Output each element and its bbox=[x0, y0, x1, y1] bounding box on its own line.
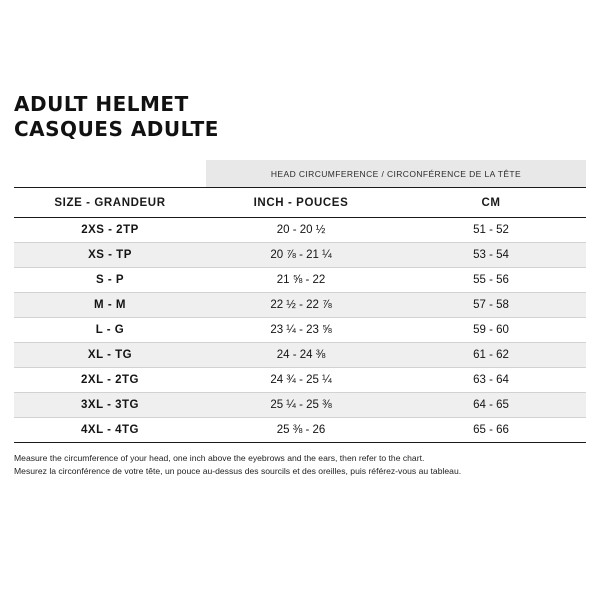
cell-cm: 63 - 64 bbox=[396, 368, 586, 393]
cell-cm: 55 - 56 bbox=[396, 268, 586, 293]
cell-inch: 20 ⅞ - 21 ¼ bbox=[206, 243, 396, 268]
table-span-header-row bbox=[14, 160, 586, 188]
table-body bbox=[14, 218, 586, 443]
cell-size: M - M bbox=[14, 293, 206, 318]
cell-cm: 61 - 62 bbox=[396, 343, 586, 368]
table-row bbox=[14, 368, 586, 393]
table-row bbox=[14, 243, 586, 268]
table-row bbox=[14, 293, 586, 318]
column-header-inch: INCH - POUCES bbox=[206, 188, 396, 218]
title-line-fr: CASQUES ADULTE bbox=[14, 117, 219, 141]
cell-inch: 25 ⅜ - 26 bbox=[206, 418, 396, 443]
cell-inch: 24 - 24 ⅜ bbox=[206, 343, 396, 368]
cell-cm: 64 - 65 bbox=[396, 393, 586, 418]
table-row bbox=[14, 393, 586, 418]
cell-cm: 59 - 60 bbox=[396, 318, 586, 343]
cell-size: S - P bbox=[14, 268, 206, 293]
note-en: Measure the circumference of your head, one inch above the eyebrows and the ears, then refer to the chart. bbox=[14, 453, 425, 463]
cell-inch: 24 ¾ - 25 ¼ bbox=[206, 368, 396, 393]
cell-inch: 21 ⅝ - 22 bbox=[206, 268, 396, 293]
cell-size: 4XL - 4TG bbox=[14, 418, 206, 443]
cell-inch: 25 ¼ - 25 ⅜ bbox=[206, 393, 396, 418]
column-header-size: SIZE - GRANDEUR bbox=[14, 188, 206, 218]
cell-size: XL - TG bbox=[14, 343, 206, 368]
cell-size: 3XL - 3TG bbox=[14, 393, 206, 418]
cell-cm: 57 - 58 bbox=[396, 293, 586, 318]
cell-size: 2XS - 2TP bbox=[14, 218, 206, 243]
page-title bbox=[14, 92, 586, 142]
cell-cm: 53 - 54 bbox=[396, 243, 586, 268]
cell-size: L - G bbox=[14, 318, 206, 343]
cell-size: 2XL - 2TG bbox=[14, 368, 206, 393]
title-line-en: ADULT HELMET bbox=[14, 92, 189, 116]
table-row bbox=[14, 343, 586, 368]
span-header-spacer bbox=[14, 160, 206, 188]
table-row bbox=[14, 418, 586, 443]
size-chart-table bbox=[14, 160, 586, 443]
table-column-header-row bbox=[14, 188, 586, 218]
head-circumference-header: HEAD CIRCUMFERENCE / CIRCONFÉRENCE DE LA TÊTE bbox=[206, 160, 586, 188]
table-row bbox=[14, 218, 586, 243]
measurement-notes bbox=[14, 452, 586, 479]
cell-inch: 23 ¼ - 23 ⅝ bbox=[206, 318, 396, 343]
cell-inch: 20 - 20 ½ bbox=[206, 218, 396, 243]
table-row bbox=[14, 268, 586, 293]
cell-cm: 51 - 52 bbox=[396, 218, 586, 243]
cell-inch: 22 ½ - 22 ⅞ bbox=[206, 293, 396, 318]
cell-size: XS - TP bbox=[14, 243, 206, 268]
cell-cm: 65 - 66 bbox=[396, 418, 586, 443]
column-header-cm: CM bbox=[396, 188, 586, 218]
note-fr: Mesurez la circonférence de votre tête, un pouce au-dessus des sourcils et des oreilles, puis référez-vous au tableau. bbox=[14, 466, 462, 477]
table-row bbox=[14, 318, 586, 343]
